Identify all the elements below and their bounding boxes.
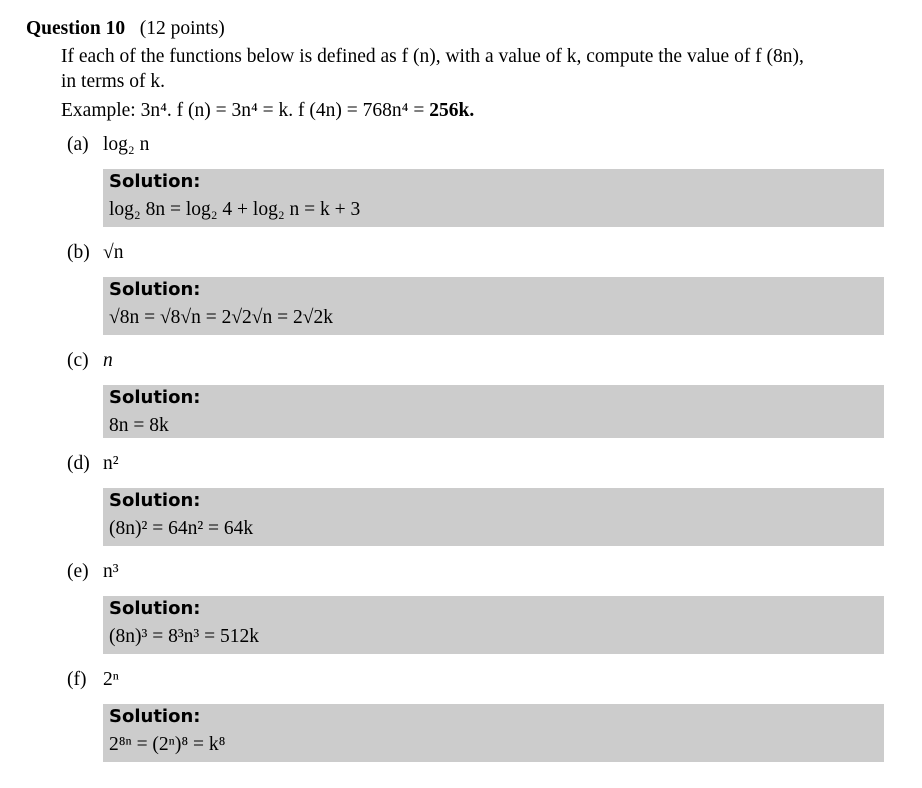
solution-box-e [103,596,884,654]
part-label: (a) [67,134,89,155]
solution-text: log₂ 8n = log₂ 4 + log₂ n = k + 3 [109,199,361,220]
example-answer: 256k. [429,100,475,121]
solution-text: (8n)² = 64n² = 64k [109,518,254,539]
solution-label: Solution: [109,706,201,727]
part-e [67,561,119,583]
solution-text: √8n = √8√n = 2√2√n = 2√2k [109,307,333,328]
part-a [67,134,149,156]
solution-text: 8n = 8k [109,415,169,436]
solution-box-a [103,169,884,227]
prompt-line-1: If each of the functions below is defined as f (n), with a value of k, compute the value of f (8n), [61,46,804,67]
part-b [67,242,123,264]
part-c [67,350,113,372]
part-label: (d) [67,453,90,474]
part-label: (b) [67,242,90,263]
solution-text: 2⁸ⁿ = (2ⁿ)⁸ = k⁸ [109,734,226,755]
example-expression: 3n⁴. f (n) = 3n⁴ = k. f (4n) = 768n⁴ = [140,100,425,121]
question-points: (12 points) [139,18,225,39]
part-label: (c) [67,350,89,371]
part-function: √n [103,242,124,263]
solution-box-f [103,704,884,762]
question-header [26,18,225,40]
solution-label: Solution: [109,598,201,619]
solution-box-c [103,385,884,438]
part-label: (e) [67,561,89,582]
part-label: (f) [67,669,87,690]
solution-box-b [103,277,884,335]
example-prefix: Example: [61,100,136,121]
part-d [67,453,119,475]
example-line [61,100,474,122]
solution-label: Solution: [109,387,201,408]
part-f [67,669,119,691]
question-number: Question 10 [26,18,126,39]
part-function: 2ⁿ [103,669,119,690]
part-function: log₂ n [103,134,150,155]
solution-box-d [103,488,884,546]
solution-label: Solution: [109,490,201,511]
solution-text: (8n)³ = 8³n³ = 512k [109,626,260,647]
part-function: n [103,350,113,371]
solution-label: Solution: [109,279,201,300]
solution-label: Solution: [109,171,201,192]
part-function: n² [103,453,119,474]
part-function: n³ [103,561,119,582]
prompt-line-2: in terms of k. [61,71,165,92]
question-prompt [61,44,891,94]
